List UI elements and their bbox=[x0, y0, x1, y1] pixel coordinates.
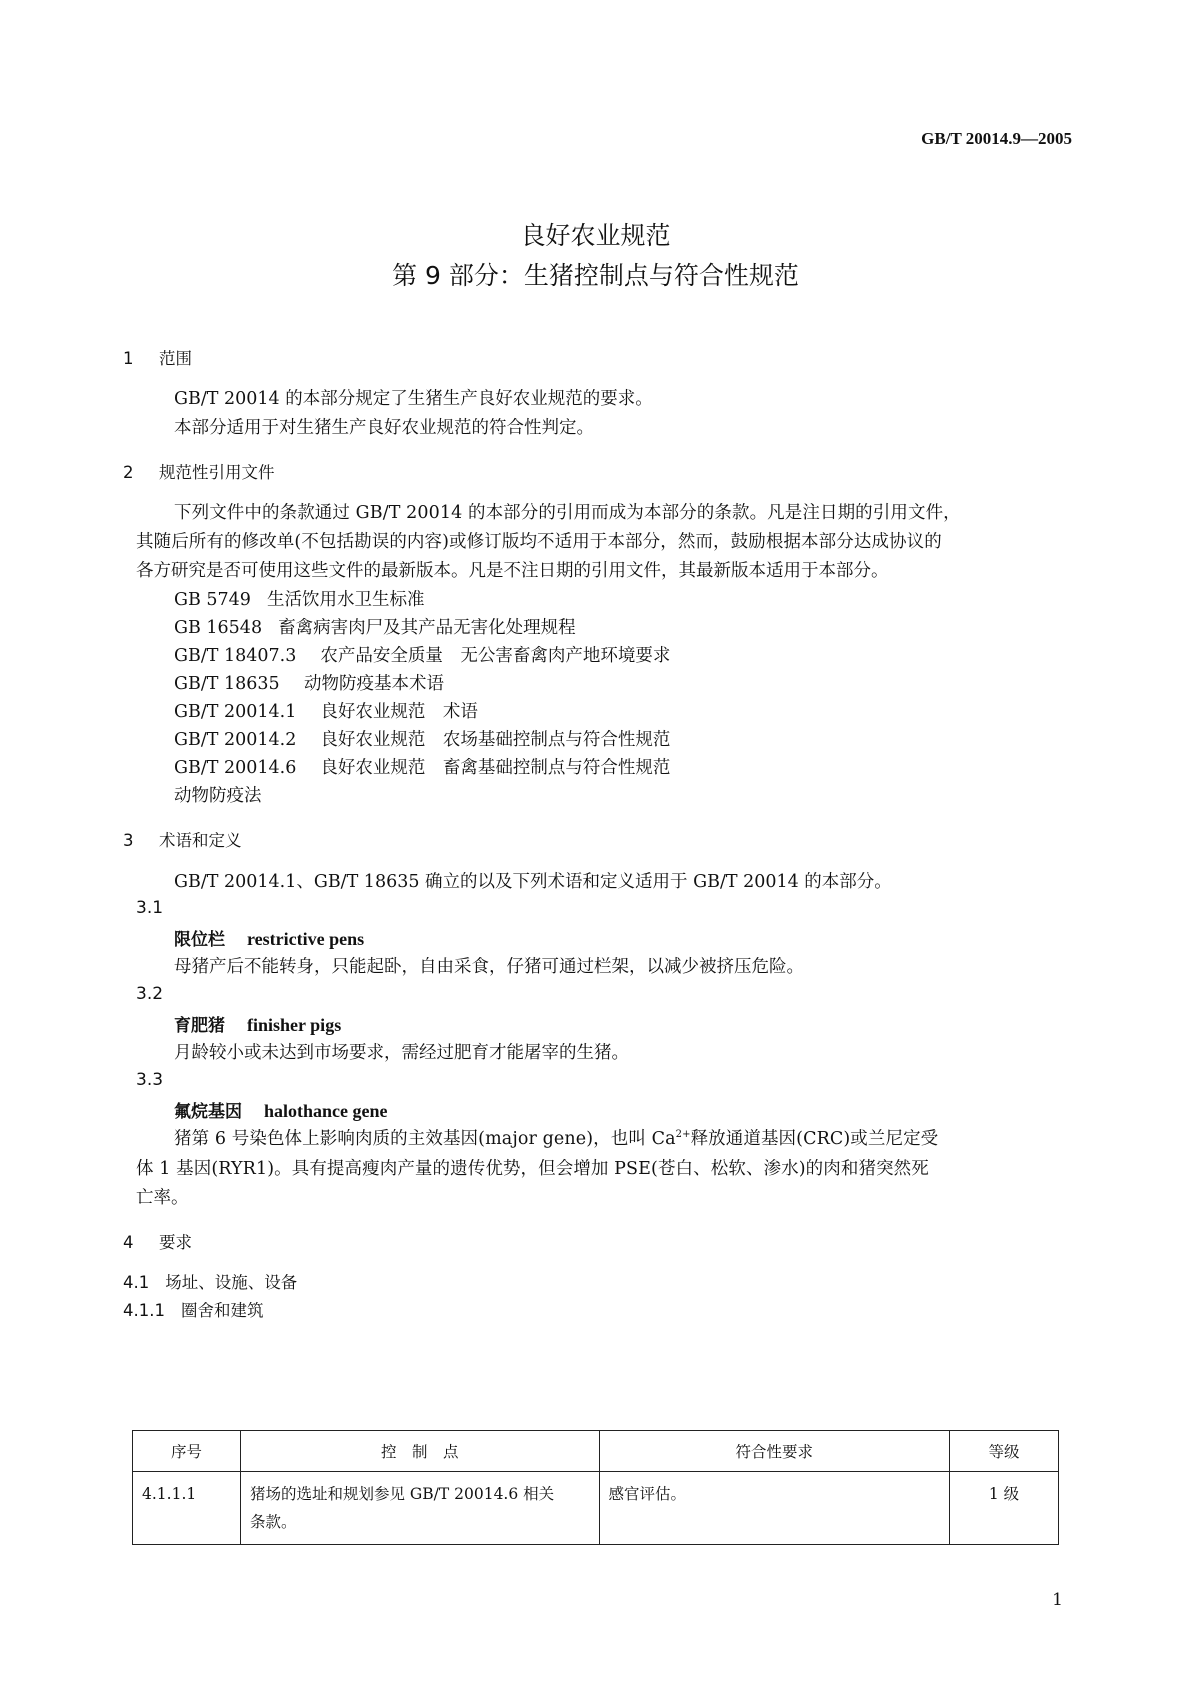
ref-title: 农产品安全质量 无公害畜禽肉产地环境要求 bbox=[320, 646, 671, 666]
control-point-table bbox=[132, 1430, 1059, 1545]
ref-title: 良好农业规范 术语 bbox=[320, 702, 478, 722]
term-heading bbox=[174, 1097, 388, 1122]
ref-title: 良好农业规范 畜禽基础控制点与符合性规范 bbox=[320, 758, 671, 778]
reference-item: 动物防疫法 bbox=[174, 786, 262, 806]
section-title: 要求 bbox=[159, 1233, 192, 1252]
section-2-heading bbox=[123, 459, 275, 483]
term-definition: 体 1 基因(RYR1)。具有提高瘦肉产量的遗传优势，但会增加 PSE(苍白、松软、渗水)的肉和猪突然死 bbox=[136, 1159, 929, 1179]
definition-text: 释放通道基因(CRC)或兰尼定受 bbox=[690, 1129, 939, 1149]
column-header: 符合性要求 bbox=[599, 1431, 950, 1472]
reference-item bbox=[174, 726, 670, 751]
ref-title: 生活饮用水卫生标准 bbox=[267, 590, 425, 610]
doc-subtitle: 第 9 部分：生猪控制点与符合性规范 bbox=[392, 261, 799, 290]
term-zh: 氟烷基因 bbox=[174, 1102, 242, 1122]
term-definition bbox=[174, 1125, 938, 1150]
term-heading bbox=[174, 925, 364, 950]
section-title: 圈舍和建筑 bbox=[180, 1301, 264, 1320]
table-row bbox=[133, 1472, 1059, 1545]
paragraph: 下列文件中的条款通过 GB/T 20014 的本部分的引用而成为本部分的条款。凡是注日期的引用文件， bbox=[174, 503, 961, 523]
ref-code: GB/T 20014.2 bbox=[174, 730, 297, 750]
term-en: halothance gene bbox=[264, 1101, 388, 1121]
reference-item bbox=[174, 754, 670, 779]
level-cell: 1 级 bbox=[950, 1472, 1059, 1545]
column-header: 序号 bbox=[133, 1431, 241, 1472]
section-title: 场址、设施、设备 bbox=[165, 1273, 298, 1292]
doc-title: 良好农业规范 bbox=[520, 221, 671, 250]
term-en: restrictive pens bbox=[247, 929, 365, 949]
cell-line: 猪场的选址和规划参见 GB/T 20014.6 相关 bbox=[249, 1485, 555, 1503]
paragraph: GB/T 20014.1、GB/T 18635 确立的以及下列术语和定义适用于 GB/T 20014 的本部分。 bbox=[174, 872, 892, 892]
reference-item bbox=[174, 614, 576, 639]
standard-code: GB/T 20014.9—2005 bbox=[921, 129, 1072, 148]
term-number: 3.2 bbox=[136, 984, 164, 1004]
ref-code: GB/T 18407.3 bbox=[174, 646, 297, 666]
paragraph: 其随后所有的修改单(不包括勘误的内容)或修订版均不适用于本部分，然而，鼓励根据本部分达成协议的 bbox=[136, 532, 942, 552]
ref-code: GB/T 20014.6 bbox=[174, 758, 297, 778]
control-point-cell bbox=[240, 1472, 599, 1545]
reference-item bbox=[174, 642, 670, 667]
section-3-heading bbox=[123, 827, 242, 851]
ref-code: GB 5749 bbox=[174, 590, 251, 610]
section-number: 4.1.1 bbox=[123, 1301, 165, 1320]
paragraph: 本部分适用于对生猪生产良好农业规范的符合性判定。 bbox=[174, 418, 594, 438]
cell-line: 条款。 bbox=[249, 1513, 297, 1531]
term-definition: 母猪产后不能转身，只能起卧，自由采食，仔猪可通过栏架，以减少被挤压危险。 bbox=[174, 957, 804, 977]
section-number: 4 bbox=[123, 1233, 134, 1252]
section-1-heading bbox=[123, 345, 192, 369]
term-zh: 育肥猪 bbox=[174, 1016, 225, 1036]
section-number: 4.1 bbox=[123, 1273, 150, 1292]
ref-title: 良好农业规范 农场基础控制点与符合性规范 bbox=[320, 730, 671, 750]
ref-title: 畜禽病害肉尸及其产品无害化处理规程 bbox=[278, 618, 576, 638]
superscript: 2+ bbox=[675, 1129, 691, 1140]
section-title: 范围 bbox=[159, 349, 192, 368]
paragraph: 各方研究是否可使用这些文件的最新版本。凡是不注日期的引用文件，其最新版本适用于本部分。 bbox=[136, 561, 889, 581]
reference-item bbox=[174, 698, 478, 723]
term-number: 3.1 bbox=[136, 898, 164, 918]
term-en: finisher pigs bbox=[247, 1015, 342, 1035]
section-number: 3 bbox=[123, 831, 134, 850]
ref-title: 动物防疫基本术语 bbox=[304, 674, 444, 694]
row-id: 4.1.1.1 bbox=[133, 1472, 241, 1545]
paragraph: GB/T 20014 的本部分规定了生猪生产良好农业规范的要求。 bbox=[174, 389, 653, 409]
ref-code: GB 16548 bbox=[174, 618, 263, 638]
term-heading bbox=[174, 1011, 341, 1036]
term-definition: 月龄较小或未达到市场要求，需经过肥育才能屠宰的生猪。 bbox=[174, 1043, 629, 1063]
definition-text: 猪第 6 号染色体上影响肉质的主效基因(major gene)，也叫 Ca bbox=[174, 1129, 676, 1149]
ref-code: GB/T 20014.1 bbox=[174, 702, 297, 722]
page-number: 1 bbox=[1052, 1590, 1063, 1610]
term-definition: 亡率。 bbox=[136, 1188, 189, 1208]
table-header-row bbox=[133, 1431, 1059, 1472]
section-4-1-1-heading bbox=[123, 1297, 263, 1321]
section-4-1-heading bbox=[123, 1269, 297, 1293]
requirement-cell: 感官评估。 bbox=[599, 1472, 950, 1545]
term-zh: 限位栏 bbox=[174, 930, 225, 950]
section-number: 1 bbox=[123, 349, 134, 368]
section-number: 2 bbox=[123, 463, 134, 482]
reference-item bbox=[174, 670, 444, 695]
term-number: 3.3 bbox=[136, 1070, 164, 1090]
section-title: 术语和定义 bbox=[159, 831, 242, 850]
section-4-heading bbox=[123, 1229, 192, 1253]
ref-code: GB/T 18635 bbox=[174, 674, 280, 694]
section-title: 规范性引用文件 bbox=[159, 463, 275, 482]
reference-item bbox=[174, 586, 425, 611]
column-header: 等级 bbox=[950, 1431, 1059, 1472]
column-header: 控 制 点 bbox=[240, 1431, 599, 1472]
